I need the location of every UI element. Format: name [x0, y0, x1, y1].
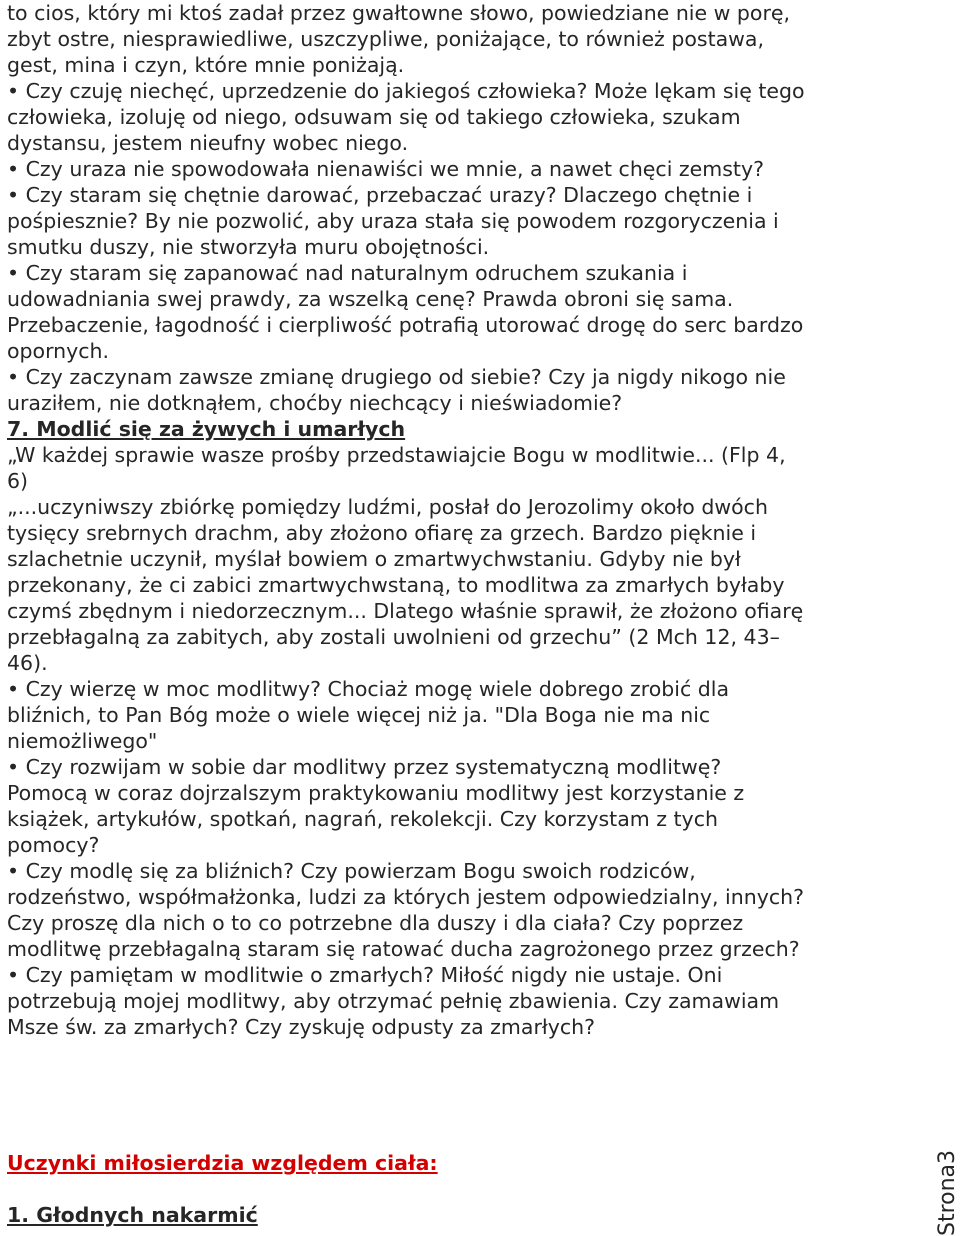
bullet-line: • Czy staram się chętnie darować, przebaczać urazy? Dlaczego chętnie i	[7, 183, 753, 207]
text-line: Przebaczenie, łagodność i cierpliwość potrafią utorować drogę do serc bardzo	[7, 313, 804, 337]
quote-line: 46).	[7, 651, 48, 675]
feed-the-hungry-heading: 1. Głodnych nakarmić	[7, 1203, 258, 1227]
bullet-line: • Czy pamiętam w modlitwie o zmarłych? Miłość nigdy nie ustaje. Oni	[7, 963, 723, 987]
text-line: potrzebują mojej modlitwy, aby otrzymać pełnię zbawienia. Czy zamawiam	[7, 989, 780, 1013]
text-line: smutku duszy, nie stworzyła muru obojętności.	[7, 235, 490, 259]
text-line: niemożliwego"	[7, 729, 158, 753]
bullet-line: • Czy rozwijam w sobie dar modlitwy przez systematyczną modlitwę?	[7, 755, 722, 779]
text-line: Msze św. za zmarłych? Czy zyskuję odpusty za zmarłych?	[7, 1015, 595, 1039]
text-line: rodzeństwo, współmałżonka, ludzi za których jestem odpowiedzialny, innych?	[7, 885, 804, 909]
text-line: Pomocą w coraz dojrzalszym praktykowaniu modlitwy jest korzystanie z	[7, 781, 745, 805]
quote-line: tysięcy srebrnych drachm, aby złożono ofiarę za grzech. Bardzo pięknie i	[7, 521, 757, 545]
bullet-line: • Czy zaczynam zawsze zmianę drugiego od siebie? Czy ja nigdy nikogo nie	[7, 365, 786, 389]
bullet-line: • Czy wierzę w moc modlitwy? Chociaż mogę wiele dobrego zrobić dla	[7, 677, 730, 701]
page-number-label: Strona3	[935, 1149, 960, 1236]
works-of-mercy-heading: Uczynki miłosierdzia względem ciała:	[7, 1151, 438, 1175]
text-line: pośpiesznie? By nie pozwolić, aby uraza stała się powodem rozgoryczenia i	[7, 209, 779, 233]
text-line: to cios, który mi ktoś zadał przez gwałtowne słowo, powiedziane nie w porę,	[7, 1, 791, 25]
text-line: gest, mina i czyn, które mnie poniżają.	[7, 53, 405, 77]
text-line: bliźnich, to Pan Bóg może o wiele więcej niż ja. "Dla Boga nie ma nic	[7, 703, 711, 727]
bullet-line: • Czy staram się zapanować nad naturalnym odruchem szukania i	[7, 261, 688, 285]
quote-line: przebłagalną za zabitych, aby zostali uwolnieni od grzechu” (2 Mch 12, 43–	[7, 625, 780, 649]
text-line: pomocy?	[7, 833, 100, 857]
bullet-line: • Czy uraza nie spowodowała nienawiści we mnie, a nawet chęci zemsty?	[7, 157, 764, 181]
text-line: modlitwę przebłagalną staram się ratować ducha zagrożonego przez grzech?	[7, 937, 800, 961]
text-line: zbyt ostre, niesprawiedliwe, uszczypliwe, poniżające, to również postawa,	[7, 27, 765, 51]
quote-line: czymś zbędnym i niedorzecznym... Dlatego właśnie sprawił, że złożono ofiarę	[7, 599, 804, 623]
text-line: opornych.	[7, 339, 110, 363]
text-line: dystansu, jestem nieufny wobec niego.	[7, 131, 409, 155]
quote-line: „...uczyniwszy zbiórkę pomiędzy ludźmi, posłał do Jerozolimy około dwóch	[7, 495, 768, 519]
section-heading: 7. Modlić się za żywych i umarłych	[7, 417, 406, 441]
quote-line: „W każdej sprawie wasze prośby przedstawiajcie Bogu w modlitwie... (Flp 4,	[7, 443, 786, 467]
text-line: książek, artykułów, spotkań, nagrań, rekolekcji. Czy korzystam z tych	[7, 807, 718, 831]
text-line: Czy proszę dla nich o to co potrzebne dla duszy i dla ciała? Czy poprzez	[7, 911, 744, 935]
bullet-line: • Czy modlę się za bliźnich? Czy powierzam Bogu swoich rodziców,	[7, 859, 696, 883]
document-body	[7, 0, 902, 1040]
bullet-line: • Czy czuję niechęć, uprzedzenie do jakiegoś człowieka? Może lękam się tego	[7, 79, 805, 103]
text-line: udowadniania swej prawdy, za wszelką cenę? Prawda obroni się sama.	[7, 287, 734, 311]
quote-line: szlachetnie uczynił, myślał bowiem o zmartwychwstaniu. Gdyby nie był	[7, 547, 741, 571]
quote-line: 6)	[7, 469, 29, 493]
text-line: człowieka, izoluję od niego, odsuwam się od takiego człowieka, szukam	[7, 105, 741, 129]
quote-line: przekonany, że ci zabici zmartwychwstaną, to modlitwa za zmarłych byłaby	[7, 573, 785, 597]
text-line: uraziłem, nie dotknąłem, choćby niechcący i nieświadomie?	[7, 391, 623, 415]
